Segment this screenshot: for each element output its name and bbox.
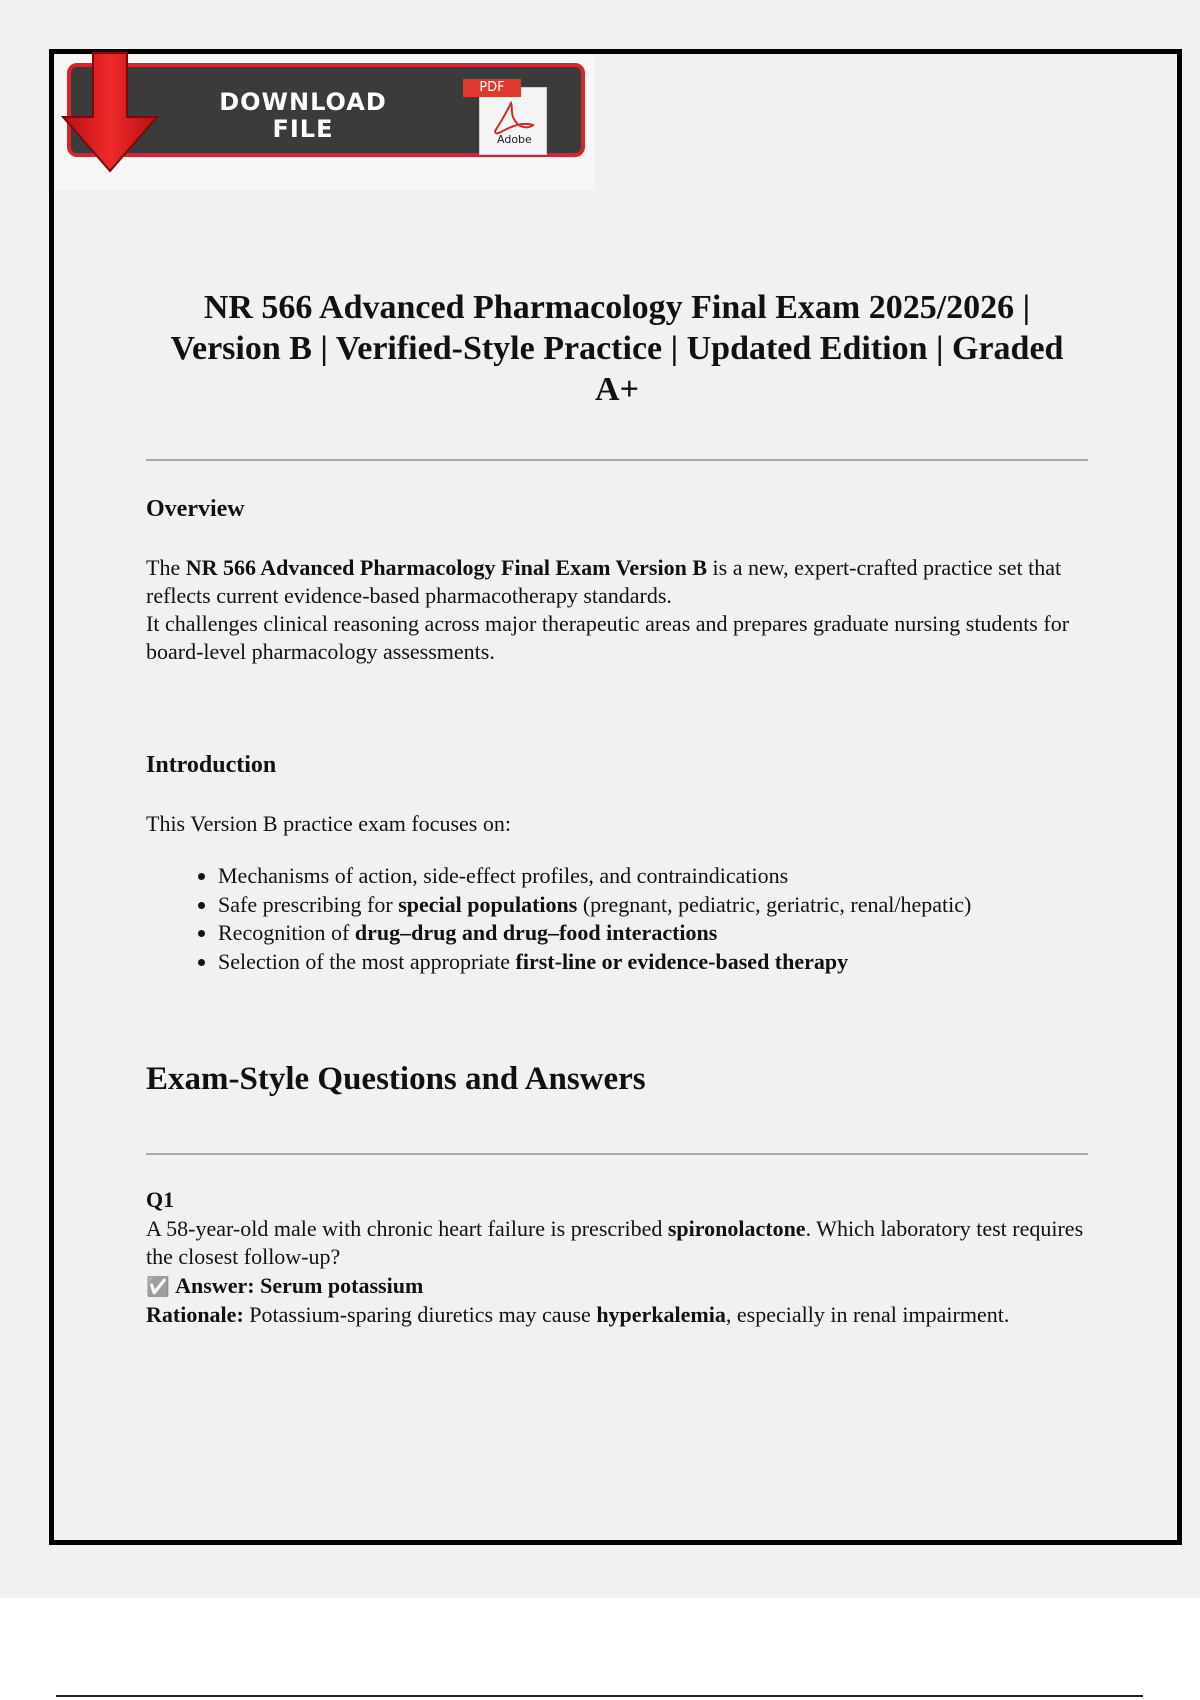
introduction-heading: Introduction [146,752,277,778]
list-item: • Selection of the most appropriate first-line or evidence-based therapy [218,948,1118,977]
answer-line: ✅ Answer: Serum potassium [146,1272,424,1298]
rationale: Rationale: Potassium-sparing diuretics may cause hyperkalemia, especially in renal impairment. [146,1302,1010,1327]
list-item: • Mechanisms of action, side-effect profiles, and contraindications [218,862,1118,891]
divider [146,1153,1088,1155]
overview-heading: Overview [146,496,245,522]
overview-paragraph-2: It challenges clinical reasoning across major therapeutic areas and prepares graduate nursing students for board-level pharmacology assessments. [146,611,1070,664]
question-stem: A 58-year-old male with chronic heart failure is prescribed spironolactone. Which laboratory test requires the closest follow-up? [146,1215,1084,1269]
question-label: Q1 [146,1187,175,1212]
next-page-edge [56,1695,1143,1697]
document-title: NR 566 Advanced Pharmacology Final Exam 2025/2026 | Version B | Verified-Style Practice | Updated Edition | Graded A+ [170,289,1064,408]
question-1 [146,1186,1106,1330]
list-item: • Safe prescribing for special populations (pregnant, pediatric, geriatric, renal/hepatic) [218,891,1118,920]
focus-list [146,862,1118,976]
list-item: • Recognition of drug–drug and drug–food interactions [218,919,1118,948]
questions-heading: Exam-Style Questions and Answers [146,1061,646,1097]
page-gap [0,1598,1200,1700]
pdf-file-icon: PDF Adobe [463,79,555,155]
divider [146,459,1088,461]
overview-paragraph-1: The NR 566 Advanced Pharmacology Final Exam Version B is a new, expert-crafted practice set that reflects current evidence-based pharmacotherapy standards. [146,555,1062,608]
download-banner[interactable] [55,55,595,190]
overview-text [146,554,1106,666]
introduction-lead: This Version B practice exam focuses on: [146,811,511,836]
check-icon: ✅ [146,1275,170,1298]
download-label: DOWNLOAD FILE [219,88,387,143]
download-arrow-icon [55,49,165,179]
